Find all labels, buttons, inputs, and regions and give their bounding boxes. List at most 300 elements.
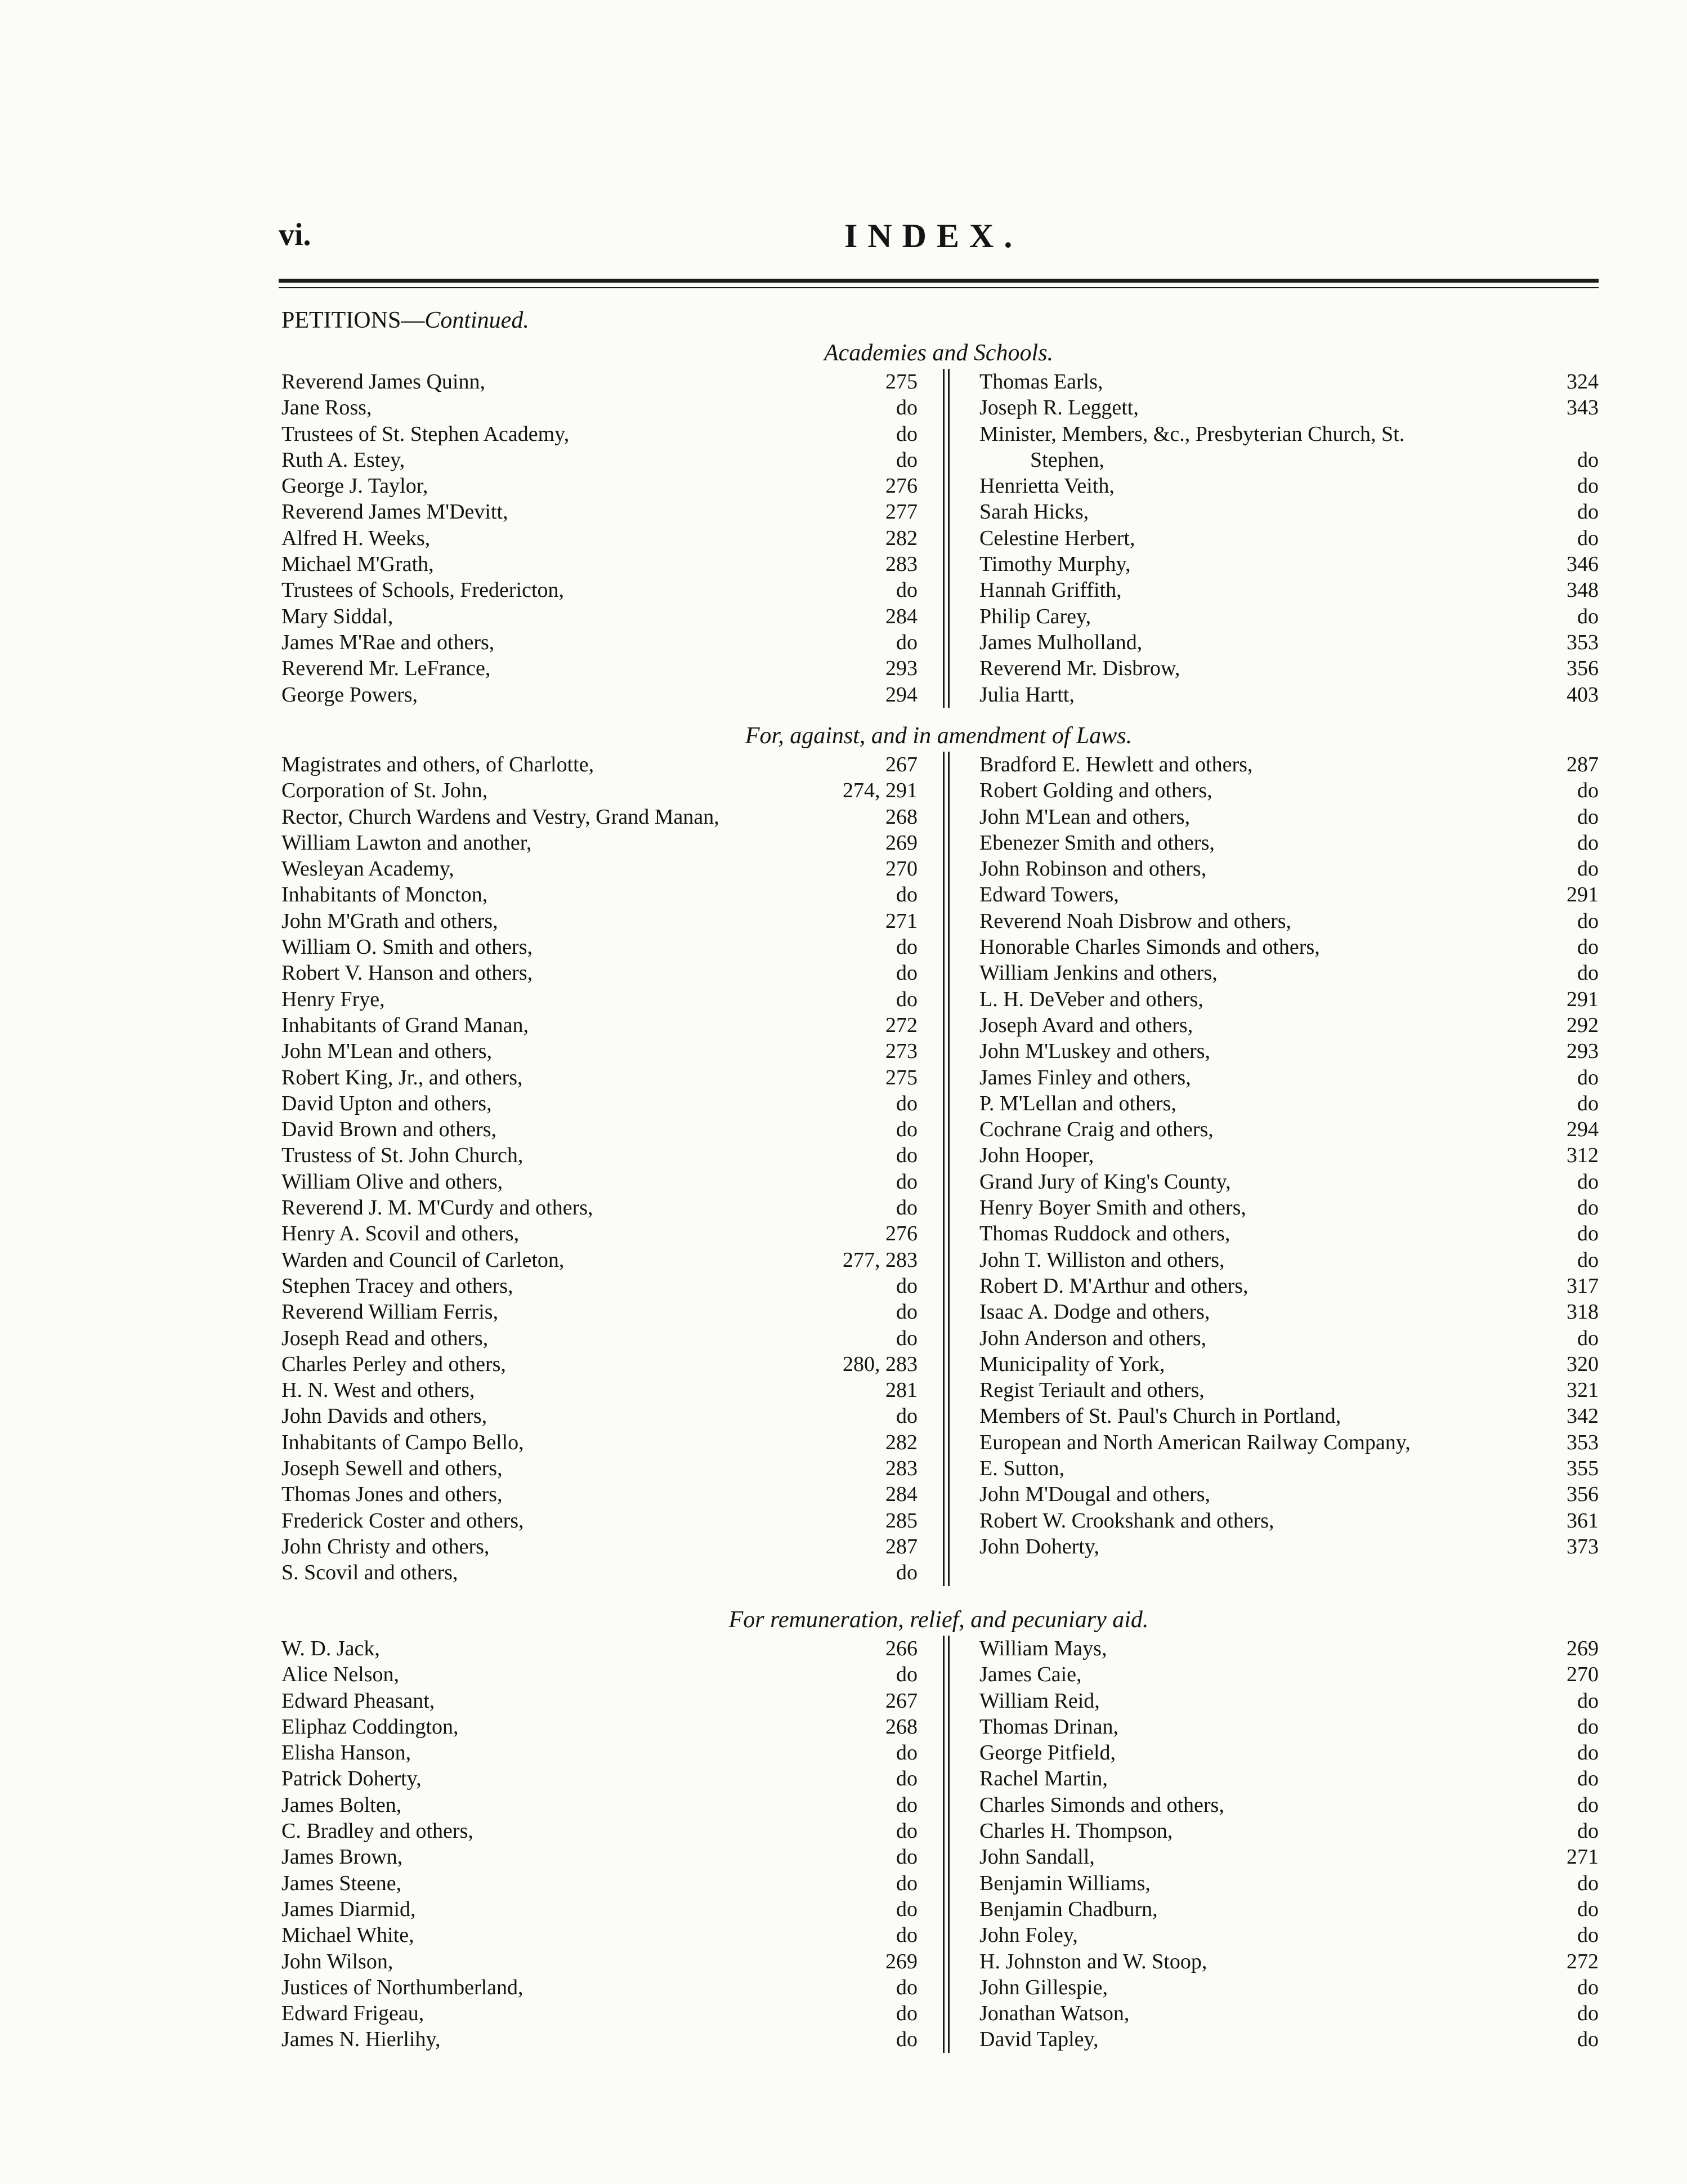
entry-page: do: [1577, 909, 1599, 933]
entry-page: do: [1577, 1767, 1599, 1791]
entry-page: do: [1577, 1923, 1599, 1948]
index-entry: [979, 1273, 1599, 1299]
entry-page: do: [1577, 1897, 1599, 1921]
entry-page: 346: [1567, 552, 1599, 577]
entry-name: Thomas Jones and others,: [281, 1482, 503, 1507]
entry-page: do: [1577, 1819, 1599, 1843]
index-entry: [281, 1662, 918, 1687]
index-entry: [979, 1662, 1599, 1687]
entry-page: do: [896, 2002, 918, 2026]
entry-page: do: [1577, 1741, 1599, 1765]
entry-name: Henry A. Scovil and others,: [281, 1222, 520, 1246]
entry-name: Inhabitants of Moncton,: [281, 883, 488, 907]
index-entry: [281, 1818, 918, 1844]
index-entry: [979, 395, 1599, 421]
entry-name: Thomas Earls,: [979, 370, 1103, 394]
entry-name: Edward Pheasant,: [281, 1689, 435, 1713]
index-entry: [281, 1065, 918, 1091]
index-entry: [281, 1922, 918, 1948]
entry-page: do: [896, 1144, 918, 1168]
entry-page: 373: [1567, 1534, 1599, 1558]
entry-page: 293: [1567, 1039, 1599, 1064]
entry-name: James Caie,: [979, 1663, 1082, 1687]
entry-page: do: [1577, 935, 1599, 959]
header-rule: [279, 279, 1599, 283]
entry-page: do: [1577, 1222, 1599, 1246]
entry-name: James N. Hierlihy,: [281, 2027, 441, 2052]
entry-page: 283: [885, 1457, 918, 1481]
index-columns: [279, 752, 1599, 1586]
entry-name: David Tapley,: [979, 2027, 1099, 2052]
entry-page: do: [896, 1326, 918, 1350]
entry-page: do: [896, 1897, 918, 1921]
entry-page: do: [1577, 1326, 1599, 1350]
index-entry: [281, 1091, 918, 1116]
entry-page: do: [1577, 1871, 1599, 1895]
index-entry: [979, 473, 1599, 499]
index-entry: [281, 1688, 918, 1714]
entry-page: do: [1577, 526, 1599, 550]
entry-page: do: [896, 1845, 918, 1869]
entry-page: 276: [885, 474, 918, 498]
entry-name: Henry Boyer Smith and others,: [979, 1196, 1246, 1220]
entry-page: do: [896, 1663, 918, 1687]
entry-page: 282: [885, 526, 918, 550]
entry-name: Michael White,: [281, 1923, 414, 1948]
index-entry: [281, 447, 918, 473]
index-section: [279, 721, 1599, 1586]
index-entry: [281, 1195, 918, 1221]
index-entry: [281, 1896, 918, 1922]
entry-page: 343: [1567, 396, 1599, 420]
index-columns: [279, 1636, 1599, 2053]
entry-page: do: [1577, 2027, 1599, 2052]
index-entry: [979, 1116, 1599, 1142]
index-entry: [281, 1949, 918, 1975]
right-column: [979, 1636, 1599, 2053]
entry-page: do: [896, 961, 918, 985]
entry-name: Jonathan Watson,: [979, 2002, 1130, 2026]
entry-page: do: [896, 630, 918, 654]
entry-page: do: [1577, 1714, 1599, 1739]
index-entry: [281, 629, 918, 655]
entry-page: do: [1577, 604, 1599, 628]
index-entry: [979, 604, 1599, 629]
index-entry: [979, 1922, 1599, 1948]
entry-page: do: [896, 1561, 918, 1585]
index-entry: [979, 525, 1599, 551]
index-entry: [979, 1195, 1599, 1221]
index-entry: [281, 1636, 918, 1662]
entry-name: Honorable Charles Simonds and others,: [979, 935, 1320, 959]
entry-name: Bradford E. Hewlett and others,: [979, 753, 1253, 776]
entry-page: do: [1577, 500, 1599, 524]
index-entry: [281, 752, 918, 778]
entry-name: John M'Lean and others,: [979, 805, 1191, 829]
entry-name: John Gillespie,: [979, 1975, 1108, 1999]
index-entry: [979, 1065, 1599, 1091]
index-entry: [979, 421, 1599, 447]
index-entry: [979, 1221, 1599, 1247]
index-entry: [281, 525, 918, 551]
entry-name: Justices of Northumberland,: [281, 1975, 523, 1999]
index-entry: [281, 1534, 918, 1560]
entry-name: John T. Williston and others,: [979, 1248, 1225, 1272]
index-entry: [281, 1975, 918, 2000]
column-divider: [943, 369, 950, 708]
entry-name: John M'Lean and others,: [281, 1039, 493, 1064]
entry-page: 312: [1567, 1144, 1599, 1168]
index-entry: [979, 1351, 1599, 1377]
entry-name: Joseph Sewell and others,: [281, 1457, 503, 1481]
entry-page: 403: [1567, 682, 1599, 707]
entry-page: do: [896, 1091, 918, 1115]
index-entry: [979, 1740, 1599, 1766]
entry-page: 282: [885, 1430, 918, 1454]
header-rule-thin: [279, 287, 1599, 288]
entry-name: Timothy Murphy,: [979, 552, 1131, 577]
left-column: [281, 369, 918, 708]
entry-page: 269: [1567, 1637, 1599, 1660]
entry-page: do: [1577, 1065, 1599, 1089]
entry-name: Robert D. M'Arthur and others,: [979, 1274, 1249, 1298]
entry-name: Reverend Mr. LeFrance,: [281, 656, 491, 681]
entry-page: do: [1577, 474, 1599, 498]
index-entry: [281, 499, 918, 525]
entry-page: do: [896, 987, 918, 1011]
index-entry: [281, 1169, 918, 1195]
entry-page: do: [896, 1300, 918, 1324]
index-entry: [281, 908, 918, 934]
section-heading: Academies and Schools.: [824, 340, 1054, 366]
index-entry: [281, 1012, 918, 1038]
index-entry: [281, 1351, 918, 1377]
index-entry: [979, 1508, 1599, 1534]
entry-name: William Lawton and another,: [281, 830, 532, 855]
entry-page: 348: [1567, 578, 1599, 602]
index-entry: [281, 421, 918, 447]
entry-name: Alfred H. Weeks,: [281, 526, 431, 550]
entry-name: Municipality of York,: [979, 1352, 1165, 1376]
section-heading: For remuneration, relief, and pecuniary aid.: [728, 1607, 1149, 1633]
entry-page: 292: [1567, 1013, 1599, 1037]
entry-page: do: [1577, 1689, 1599, 1713]
index-entry: [979, 629, 1599, 655]
entry-name: Joseph R. Leggett,: [979, 396, 1139, 420]
entry-page: do: [1577, 448, 1599, 472]
index-entry: [979, 369, 1599, 395]
index-entry: [281, 1844, 918, 1870]
entry-name: Warden and Council of Carleton,: [281, 1248, 565, 1272]
index-entry: [979, 830, 1599, 856]
entry-page: do: [896, 1871, 918, 1895]
entry-page: do: [1577, 1975, 1599, 1999]
index-entry: [281, 1377, 918, 1403]
entry-name: Regist Teriault and others,: [979, 1378, 1205, 1403]
index-entry: [281, 1455, 918, 1481]
entry-page: 356: [1567, 656, 1599, 681]
index-entry: [281, 1299, 918, 1325]
index-entry: [281, 1116, 918, 1142]
entry-page: do: [1577, 1091, 1599, 1115]
entry-page: do: [896, 422, 918, 446]
continued-heading: [281, 307, 529, 334]
entry-name: Minister, Members, &c., Presbyterian Church, St.: [979, 422, 1405, 446]
index-entry: [281, 934, 918, 960]
entry-name: Members of St. Paul's Church in Portland,: [979, 1404, 1341, 1428]
entry-name: John Sandall,: [979, 1845, 1095, 1869]
page-header: [279, 217, 1599, 267]
entry-name: James Finley and others,: [979, 1065, 1191, 1089]
entry-page: 268: [885, 1714, 918, 1739]
entry-page: 274, 291: [843, 779, 918, 803]
index-entry: [281, 682, 918, 708]
right-column: [979, 752, 1599, 1560]
index-entry: [979, 1844, 1599, 1870]
entry-page: 317: [1567, 1274, 1599, 1298]
index-entry: [979, 499, 1599, 525]
left-column: [281, 1636, 918, 2053]
column-divider: [943, 752, 950, 1586]
entry-page: 269: [885, 1949, 918, 1973]
entry-name: Joseph Avard and others,: [979, 1013, 1193, 1037]
entry-name: Charles H. Thompson,: [979, 1819, 1173, 1843]
index-entry: [281, 882, 918, 908]
entry-page: 270: [885, 857, 918, 881]
entry-name: Celestine Herbert,: [979, 526, 1135, 550]
index-entry: [979, 1534, 1599, 1560]
entry-name: Robert Golding and others,: [979, 779, 1212, 803]
entry-name: Mary Siddal,: [281, 604, 393, 628]
entry-name: Cochrane Craig and others,: [979, 1118, 1214, 1142]
entry-page: 277: [885, 500, 918, 524]
index-entry: [979, 1012, 1599, 1038]
entry-name: William O. Smith and others,: [281, 935, 532, 959]
entry-page: do: [1577, 830, 1599, 855]
entry-name: Patrick Doherty,: [281, 1767, 422, 1791]
index-entry: [281, 986, 918, 1012]
entry-page: 324: [1567, 370, 1599, 394]
index-entry: [281, 2000, 918, 2026]
index-entry: [979, 2026, 1599, 2052]
entry-page: 353: [1567, 1430, 1599, 1454]
entry-name: European and North American Railway Company,: [979, 1430, 1411, 1454]
index-entry: [979, 986, 1599, 1012]
index-entry: [979, 1818, 1599, 1844]
entry-name: Ebenezer Smith and others,: [979, 830, 1215, 855]
page-number: vi.: [279, 217, 311, 252]
entry-page: do: [896, 1118, 918, 1142]
index-entry: [979, 1636, 1599, 1662]
index-entry: [979, 778, 1599, 803]
entry-name: Thomas Drinan,: [979, 1714, 1118, 1739]
entry-name: David Upton and others,: [281, 1091, 492, 1115]
entry-name: Reverend Noah Disbrow and others,: [979, 909, 1292, 933]
entry-page: do: [1577, 1793, 1599, 1817]
index-entry: [281, 1142, 918, 1168]
entry-page: 318: [1567, 1300, 1599, 1324]
entry-name: John Hooper,: [979, 1144, 1094, 1168]
index-entry: [979, 1870, 1599, 1896]
entry-page: 281: [885, 1378, 918, 1403]
entry-name: George Pitfield,: [979, 1741, 1116, 1765]
entry-page: 271: [885, 909, 918, 933]
index-entry: [979, 752, 1599, 778]
index-entry: [979, 682, 1599, 708]
index-entry: [979, 1403, 1599, 1429]
entry-name: Henry Frye,: [281, 987, 385, 1011]
entry-page: 287: [885, 1534, 918, 1558]
entry-name: Edward Frigeau,: [281, 2002, 424, 2026]
index-entry: [979, 1169, 1599, 1195]
entry-name: Henrietta Veith,: [979, 474, 1115, 498]
entry-name: John M'Dougal and others,: [979, 1482, 1211, 1507]
entry-name: Stephen Tracey and others,: [281, 1274, 513, 1298]
section-heading: For, against, and in amendment of Laws.: [745, 723, 1133, 749]
index-entry: [979, 1792, 1599, 1818]
index-entry: [979, 1377, 1599, 1403]
entry-name: David Brown and others,: [281, 1118, 497, 1142]
index-entry: [281, 1740, 918, 1766]
index-entry: [979, 577, 1599, 603]
entry-page: 268: [885, 805, 918, 829]
entry-name: Wesleyan Academy,: [281, 857, 454, 881]
entry-name: Grand Jury of King's County,: [979, 1169, 1231, 1194]
index-entry: [281, 1221, 918, 1247]
entry-page: do: [896, 1793, 918, 1817]
index-entry: [281, 1038, 918, 1064]
entry-page: 270: [1567, 1663, 1599, 1687]
entry-name: Thomas Ruddock and others,: [979, 1222, 1230, 1246]
entry-page: 294: [1567, 1118, 1599, 1142]
entry-name: W. D. Jack,: [281, 1637, 380, 1660]
index-entry: [281, 1430, 918, 1455]
entry-page: 284: [885, 1482, 918, 1507]
entry-page: 291: [1567, 987, 1599, 1011]
entry-name: James Steene,: [281, 1871, 402, 1895]
index-section: [279, 338, 1599, 708]
entry-name: Reverend William Ferris,: [281, 1300, 499, 1324]
index-entry: [281, 1870, 918, 1896]
entry-page: do: [896, 1169, 918, 1194]
index-entry: [281, 856, 918, 882]
entry-page: do: [896, 1274, 918, 1298]
entry-page: 291: [1567, 883, 1599, 907]
entry-page: 267: [885, 753, 918, 776]
index-section: [279, 1605, 1599, 2053]
index-entry: [979, 1481, 1599, 1507]
entry-name: James Bolten,: [281, 1793, 402, 1817]
index-entry: [979, 804, 1599, 830]
index-entry: [979, 1038, 1599, 1064]
entry-page: 320: [1567, 1352, 1599, 1376]
entry-name: Eliphaz Coddington,: [281, 1714, 459, 1739]
entry-name: James Diarmid,: [281, 1897, 416, 1921]
index-entry: [281, 1325, 918, 1351]
entry-page: 356: [1567, 1482, 1599, 1507]
entry-name: Michael M'Grath,: [281, 552, 434, 577]
entry-page: 276: [885, 1222, 918, 1246]
entry-page: do: [1577, 961, 1599, 985]
entry-name: James Mulholland,: [979, 630, 1143, 654]
entry-name: Sarah Hicks,: [979, 500, 1089, 524]
index-entry: [979, 551, 1599, 577]
index-entry: [281, 395, 918, 421]
entry-page: do: [896, 1741, 918, 1765]
entry-name: Philip Carey,: [979, 604, 1091, 628]
entry-name: John Davids and others,: [281, 1404, 487, 1428]
index-entry: [281, 551, 918, 577]
index-entry: [281, 1403, 918, 1429]
entry-page: do: [1577, 2002, 1599, 2026]
entry-name: John M'Grath and others,: [281, 909, 498, 933]
entry-name: William Jenkins and others,: [979, 961, 1218, 985]
entry-name: Robert King, Jr., and others,: [281, 1065, 523, 1089]
page-title: INDEX.: [844, 217, 1023, 254]
entry-page: 272: [885, 1013, 918, 1037]
index-entry: [979, 1688, 1599, 1714]
entry-name: Inhabitants of Campo Bello,: [281, 1430, 524, 1454]
entry-page: do: [896, 1404, 918, 1428]
entry-name: Charles Simonds and others,: [979, 1793, 1224, 1817]
index-entry: [979, 934, 1599, 960]
entry-name: William Mays,: [979, 1637, 1107, 1660]
index-columns: [279, 369, 1599, 708]
entry-name: P. M'Lellan and others,: [979, 1091, 1176, 1115]
entry-page: do: [896, 448, 918, 472]
entry-name: Stephen,: [1030, 448, 1104, 472]
entry-page: do: [896, 1923, 918, 1948]
entry-page: 321: [1567, 1378, 1599, 1403]
entry-page: do: [1577, 1248, 1599, 1272]
entry-name: Benjamin Chadburn,: [979, 1897, 1158, 1921]
entry-name: Hannah Griffith,: [979, 578, 1122, 602]
entry-name: John Christy and others,: [281, 1534, 490, 1558]
index-entry: [979, 1896, 1599, 1922]
index-entry: [281, 960, 918, 986]
entry-name: C. Bradley and others,: [281, 1819, 473, 1843]
entry-name: Benjamin Williams,: [979, 1871, 1151, 1895]
entry-name: Elisha Hanson,: [281, 1741, 411, 1765]
entry-page: 267: [885, 1689, 918, 1713]
index-entry: [281, 1766, 918, 1792]
entry-page: 272: [1567, 1949, 1599, 1973]
entry-name: Trustees of St. Stephen Academy,: [281, 422, 570, 446]
entry-name: Jane Ross,: [281, 396, 372, 420]
entry-name: Ruth A. Estey,: [281, 448, 405, 472]
entry-name: S. Scovil and others,: [281, 1561, 458, 1585]
left-column: [281, 752, 918, 1586]
entry-name: John Robinson and others,: [979, 857, 1207, 881]
entry-page: 285: [885, 1508, 918, 1533]
continued-italic: Continued.: [424, 307, 529, 333]
entry-name: George J. Taylor,: [281, 474, 428, 498]
continued-label: PETITIONS—: [281, 307, 425, 333]
index-entry: [979, 2000, 1599, 2026]
index-entry: [979, 1766, 1599, 1792]
entry-name: Reverend Mr. Disbrow,: [979, 656, 1180, 681]
index-entry: [281, 604, 918, 629]
index-entry: [979, 960, 1599, 986]
entry-page: 269: [885, 830, 918, 855]
entry-name: Corporation of St. John,: [281, 779, 488, 803]
column-divider: [943, 1636, 950, 2053]
index-entry: [979, 1455, 1599, 1481]
entry-page: 342: [1567, 1404, 1599, 1428]
entry-page: do: [896, 1767, 918, 1791]
entry-page: do: [1577, 805, 1599, 829]
entry-name: William Reid,: [979, 1689, 1100, 1713]
